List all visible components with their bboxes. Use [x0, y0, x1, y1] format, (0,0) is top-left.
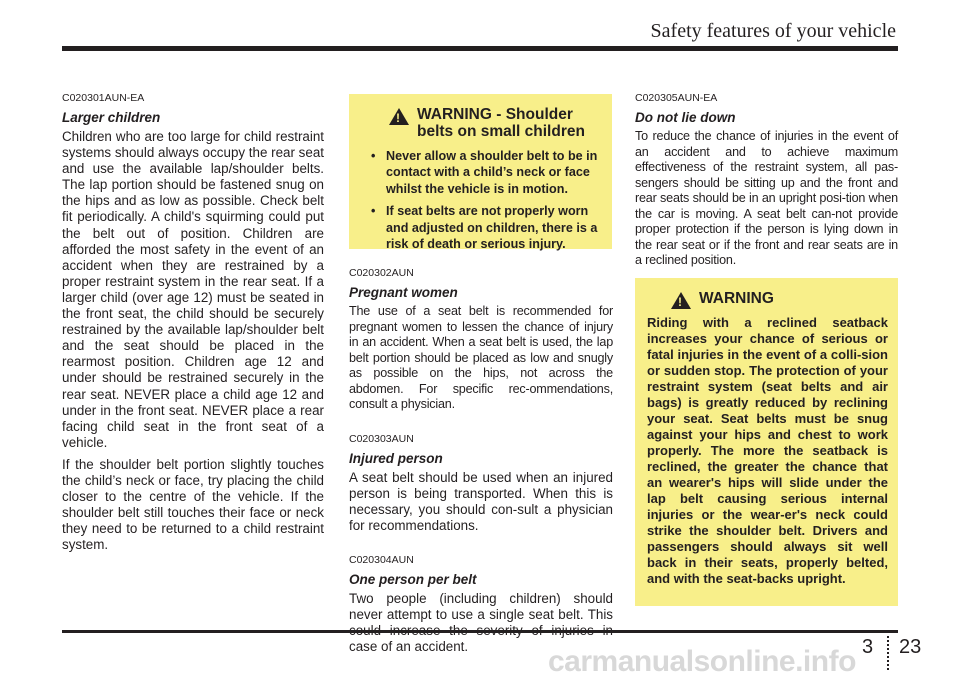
warning-icon: [389, 108, 409, 125]
subheading-do-not-lie-down: Do not lie down: [635, 110, 736, 125]
warning-text: Riding with a reclined seatback increases your chance of serious or fatal injuries in the event of a colli-sion or sudden stop. The protection of your restraint system (seat belts and air bags) is greatly reduced by reclining your seat. Seat belts must be snug against your hips and chest to work properly. The more the seatback is reclined, the greater the chance that an wearer's hips will slide under the lap belt causing serious internal injuries or the wear-er's neck could strike the shoulder belt. Drivers and passengers should always sit well back in their seats, properly belted, and with the seat-backs upright.: [647, 315, 888, 586]
warning-bullet: • Never allow a shoulder belt to be in contact with a child’s neck or face whilst the vehicle is in motion.: [365, 148, 602, 197]
section-code: C020302AUN: [349, 267, 414, 279]
warning-box-shoulder-belts: [349, 94, 612, 252]
header-rule: [62, 46, 898, 51]
warning-box-reclined-seatback: [635, 278, 898, 606]
warning-title: WARNING: [699, 290, 774, 307]
page-number: 23: [899, 636, 922, 658]
paragraph: Children who are too large for child restraint systems should always occupy the rear seat and use the available lap/shoulder belts. The lap portion should be fastened snug on the hips and as low as possible. Check belt fit periodically. A child's squirming could put the belt out of position. Children are afforded the most safety in the event of an accident when they are restrained by a proper restraint system in the rear seat. If a larger child (over age 12) must be seated in the front seat, the child should be securely restrained by the available lap/shoulder belt and the seat should be placed in the rearmost position. Children age 12 and under should be restrained securely in the rear seat. NEVER place a child age 12 and under in the front seat. NEVER place a rear facing child seat in the front seat of a vehicle.: [62, 129, 324, 450]
watermark: carmanualsonline.info: [548, 645, 856, 678]
subheading-larger-children: Larger children: [62, 110, 161, 125]
paragraph: A seat belt should be used when an injured person is being transported. When this is necessary, you should con-sult a physician for recommendations.: [349, 469, 613, 533]
footer-rule: [62, 630, 898, 633]
section-code: C020305AUN-EA: [635, 92, 718, 104]
warning-icon: [671, 292, 691, 309]
warning-bullet: • If seat belts are not properly worn and adjusted on children, there is a risk of death or serious injury.: [365, 203, 602, 252]
subheading-pregnant-women: Pregnant women: [349, 285, 458, 300]
subheading-injured-person: Injured person: [349, 450, 443, 466]
warning-subtitle: - Shoulder belts on small children: [417, 106, 585, 140]
subheading-one-person-per-belt: One person per belt: [349, 571, 477, 587]
section-code: C020303AUN: [349, 432, 414, 445]
paragraph: The use of a seat belt is recommended for pregnant women to lessen the chance of injury in an accident. When a seat belt is used, the lap belt portion should be placed as low and snugly as possible on the hips, not across the abdomen. For specific rec-ommendations, consult a physician.: [349, 304, 613, 411]
section-code: C020304AUN: [349, 553, 414, 566]
paragraph: To reduce the chance of injuries in the event of an accident and to achieve maximum effectiveness of the restraint system, all pas-sengers should be sitting up and the front and rear seats should be in an upright posi-tion when the car is moving. A seat belt can-not provide proper protection if the person is lying down in the rear seat or if the front and rear seats are in a reclined position.: [635, 129, 898, 267]
page-number-divider: [887, 636, 889, 670]
column-do-not-lie-down: [635, 92, 898, 275]
warning-title: WARNING: [417, 106, 492, 123]
chapter-number: 3: [862, 636, 874, 658]
section-code: C020301AUN-EA: [62, 92, 145, 104]
column-larger-children: [62, 92, 324, 559]
column-middle: [349, 267, 613, 661]
paragraph: If the shoulder belt portion slightly touches the child’s neck or face, try placing the child closer to the centre of the vehicle. If the shoulder belt still touches their face or neck they need to be returned to a child restraint system.: [62, 456, 324, 553]
paragraph: Two people (including children) should never attempt to use a single seat belt. This case of an accident.: [349, 590, 613, 655]
section-title: Safety features of your vehicle: [650, 20, 896, 42]
